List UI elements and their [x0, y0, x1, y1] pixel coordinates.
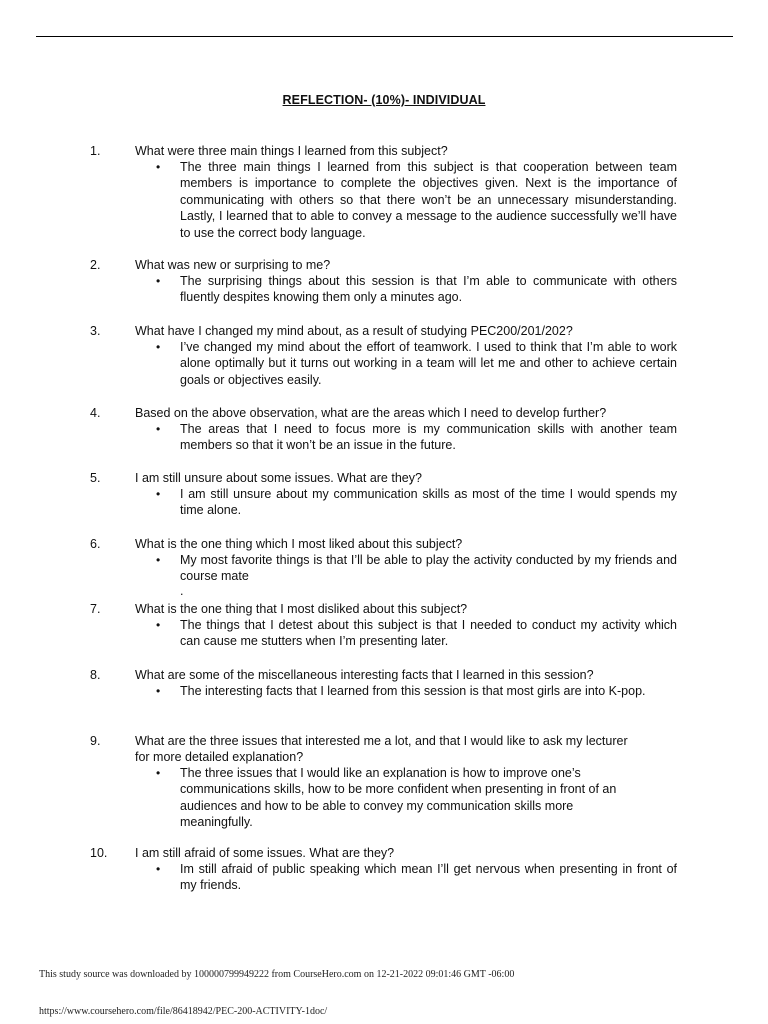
- question-text: What have I changed my mind about, as a result of studying PEC200/201/202?: [135, 324, 573, 338]
- bullet-icon: •: [156, 618, 161, 632]
- bullet-icon: •: [156, 274, 161, 288]
- bullet-icon: •: [156, 487, 161, 501]
- bullet-icon: •: [156, 684, 161, 698]
- answer-text: The things that I detest about this subject is that I needed to conduct my activity which can cause me stutters when I’m presenting later.: [180, 618, 677, 649]
- answer-text: Im still afraid of public speaking which mean I’ll get nervous when presenting in front of my friends.: [180, 862, 677, 893]
- top-rule: [36, 36, 733, 37]
- bullet-icon: •: [156, 422, 161, 436]
- question-number: 9.: [90, 734, 101, 748]
- answer-text: The three issues that I would like an explanation is how to improve one’s communications skills, how to be more confident when presenting in front of an audiences and how to be able to convey my communication skills more meaningfully.: [180, 766, 617, 830]
- question-text: What was new or surprising to me?: [135, 258, 331, 272]
- answer-text: The areas that I need to focus more is my communication skills with another team members so that it won’t be an issue in the future.: [180, 422, 677, 453]
- source-url[interactable]: https://www.coursehero.com/file/86418942/PEC-200-ACTIVITY-1doc/: [39, 1006, 328, 1017]
- document-title: REFLECTION- (10%)- INDIVIDUAL: [282, 93, 486, 107]
- answer-text: The three main things I learned from this subject is that cooperation between team members is importance to complete the objectives given. Next is the importance of communicating with others so that there won’t be an unnecessary misunderstanding. Lastly, I learned that to able to convey a message to the audience successfully we’ll have to use the correct body language.: [180, 160, 677, 240]
- bullet-icon: •: [156, 862, 161, 876]
- question-number: 3.: [90, 324, 101, 338]
- question-number: 4.: [90, 406, 101, 420]
- question-text: What are the three issues that interested me a lot, and that I would like to ask my lecturer for more detailed explanation?: [135, 734, 628, 765]
- stray-period: .: [180, 584, 184, 598]
- question-text: What is the one thing which I most liked about this subject?: [135, 537, 463, 551]
- question-number: 6.: [90, 537, 101, 551]
- answer-text: The interesting facts that I learned from this session is that most girls are into K-pop.: [180, 684, 646, 698]
- bullet-icon: •: [156, 160, 161, 174]
- bullet-icon: •: [156, 766, 161, 780]
- question-text: Based on the above observation, what are the areas which I need to develop further?: [135, 406, 607, 420]
- question-text: What are some of the miscellaneous interesting facts that I learned in this session?: [135, 668, 594, 682]
- answer-text: I am still unsure about my communication skills as most of the time I would spends my time alone.: [180, 487, 677, 518]
- answer-text: The surprising things about this session is that I’m able to communicate with others fluently despites knowing them only a minutes ago.: [180, 274, 677, 305]
- bullet-icon: •: [156, 553, 161, 567]
- question-number: 2.: [90, 258, 101, 272]
- question-text: I am still unsure about some issues. What are they?: [135, 471, 422, 485]
- question-text: What were three main things I learned from this subject?: [135, 144, 448, 158]
- download-note: This study source was downloaded by 100000799949222 from CourseHero.com on 12-21-2022 09:01:46 GMT -06:00: [39, 969, 515, 980]
- answer-text: My most favorite things is that I’ll be able to play the activity conducted by my friends and course mate: [180, 553, 677, 584]
- bullet-icon: •: [156, 340, 161, 354]
- question-text: What is the one thing that I most disliked about this subject?: [135, 602, 468, 616]
- answer-text: I’ve changed my mind about the effort of teamwork. I used to think that I’m able to work alone optimally but it turns out working in a team will let me and other to achieve certain goals or objectives easily.: [180, 340, 677, 387]
- question-number: 10.: [90, 846, 108, 860]
- question-number: 8.: [90, 668, 101, 682]
- question-number: 5.: [90, 471, 101, 485]
- question-number: 7.: [90, 602, 101, 616]
- question-number: 1.: [90, 144, 101, 158]
- question-text: I am still afraid of some issues. What are they?: [135, 846, 395, 860]
